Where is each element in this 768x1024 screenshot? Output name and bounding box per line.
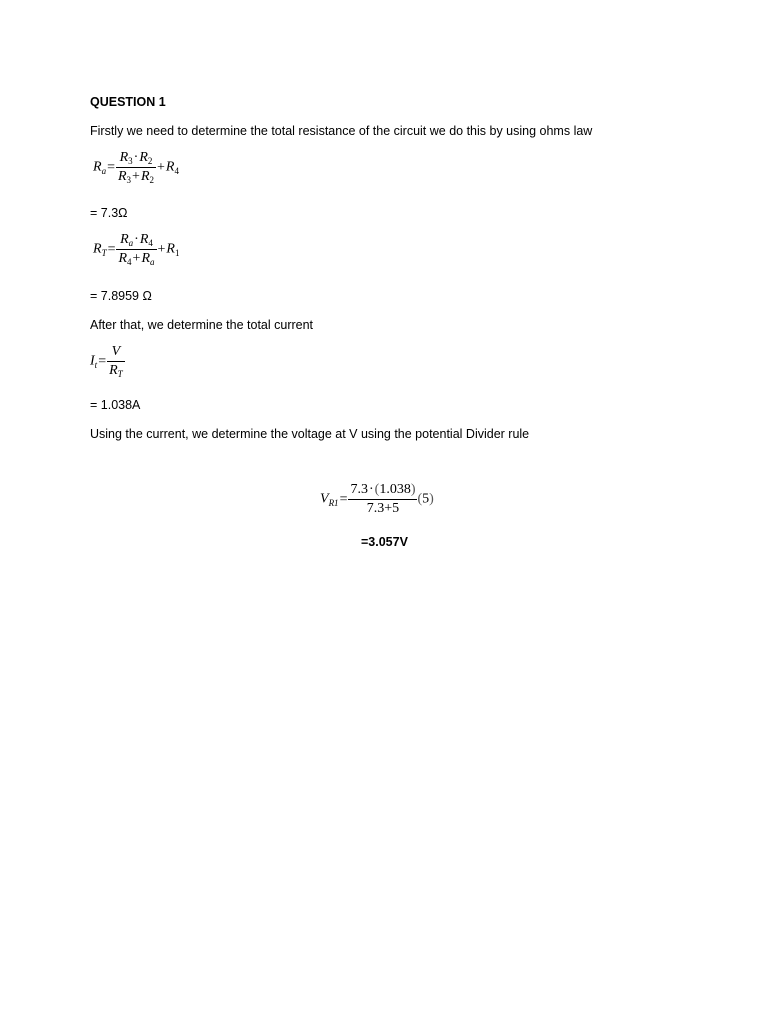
eq1-num-a: R	[119, 150, 129, 165]
result-it: = 1.038A	[90, 398, 141, 412]
eq3-equals: =	[98, 353, 107, 369]
eq2-num-a-sub: a	[128, 238, 134, 248]
eq4-num-lparen: (	[374, 482, 380, 497]
eq2-fraction	[116, 232, 156, 267]
eq2-den-a: R	[118, 251, 128, 266]
equation-vr1	[320, 482, 434, 517]
eq1-den-a: R	[117, 169, 127, 184]
eq1-numerator	[116, 150, 156, 168]
eq4-lparen: (	[417, 491, 423, 507]
eq4-den: 7.3+5	[366, 501, 400, 516]
eq1-num-b-sub: 2	[147, 156, 153, 166]
eq1-num-a-sub: 3	[128, 156, 133, 166]
eq1-tail: R	[165, 159, 175, 175]
eq4-lhs: V	[320, 491, 329, 507]
eq4-num-a: 7.3	[350, 482, 368, 497]
eq3-denominator	[107, 362, 125, 379]
eq2-lhs: R	[93, 241, 102, 257]
eq4-num-rparen: )	[410, 482, 416, 497]
question-heading: QUESTION 1	[90, 95, 166, 109]
eq4-equals: =	[339, 491, 348, 507]
eq2-tail-sub: 1	[174, 247, 180, 258]
eq1-num-dot: ·	[133, 150, 139, 165]
divider-paragraph: Using the current, we determine the voltage at V using the potential Divider rule	[90, 427, 530, 441]
eq2-num-a: R	[120, 232, 129, 247]
eq1-den-a-sub: 3	[126, 175, 132, 185]
equation-it	[90, 344, 125, 379]
eq1-den-b-sub: 2	[149, 175, 154, 185]
equation-rt	[93, 232, 179, 267]
eq1-den-b: R	[140, 169, 150, 184]
eq1-denominator	[116, 168, 156, 185]
eq4-num-dot: ·	[368, 482, 374, 497]
eq2-den-plus: +	[132, 251, 141, 266]
eq3-fraction	[107, 344, 125, 379]
eq3-den: R	[109, 363, 118, 378]
eq3-den-sub: T	[117, 369, 123, 379]
eq2-numerator	[116, 232, 156, 250]
eq4-numerator	[348, 482, 417, 500]
eq1-equals: =	[107, 159, 115, 175]
eq2-lhs-sub: T	[101, 247, 107, 258]
eq1-fraction	[116, 150, 156, 185]
eq1-lhs-sub: a	[101, 165, 107, 176]
result-vr1: =3.057V	[361, 535, 408, 549]
eq2-den-a-sub: 4	[127, 257, 132, 267]
eq4-lhs-sub: R1	[328, 497, 339, 508]
eq2-tail: R	[166, 241, 175, 257]
equation-ra	[93, 150, 179, 185]
eq2-den-b-sub: a	[150, 257, 155, 267]
eq1-plus: +	[157, 159, 165, 175]
eq4-num-b: 1.038	[379, 482, 411, 497]
intro-paragraph: Firstly we need to determine the total resistance of the circuit we do this by using ohms law	[90, 124, 593, 138]
current-paragraph: After that, we determine the total current	[90, 318, 314, 332]
eq1-den-plus: +	[132, 169, 140, 184]
eq2-equals: =	[107, 241, 116, 257]
result-rt: = 7.8959 Ω	[90, 289, 152, 303]
result-ra: = 7.3Ω	[90, 206, 128, 220]
eq1-tail-sub: 4	[174, 165, 179, 176]
eq4-fraction	[348, 482, 417, 517]
eq2-num-b: R	[139, 232, 149, 247]
eq1-num-b: R	[139, 150, 148, 165]
eq2-num-b-sub: 4	[148, 238, 153, 248]
eq3-lhs: I	[90, 353, 95, 369]
eq4-rparen: )	[429, 491, 434, 507]
eq4-denominator	[348, 500, 417, 517]
eq2-denominator	[116, 250, 156, 267]
eq2-plus: +	[157, 241, 166, 257]
eq2-num-dot: ·	[134, 232, 139, 247]
eq3-num: V	[111, 344, 121, 359]
eq4-factor: 5	[422, 491, 430, 507]
eq3-lhs-sub: t	[94, 359, 98, 370]
eq2-den-b: R	[141, 251, 151, 266]
eq1-lhs: R	[93, 159, 102, 175]
eq3-numerator	[107, 344, 125, 362]
